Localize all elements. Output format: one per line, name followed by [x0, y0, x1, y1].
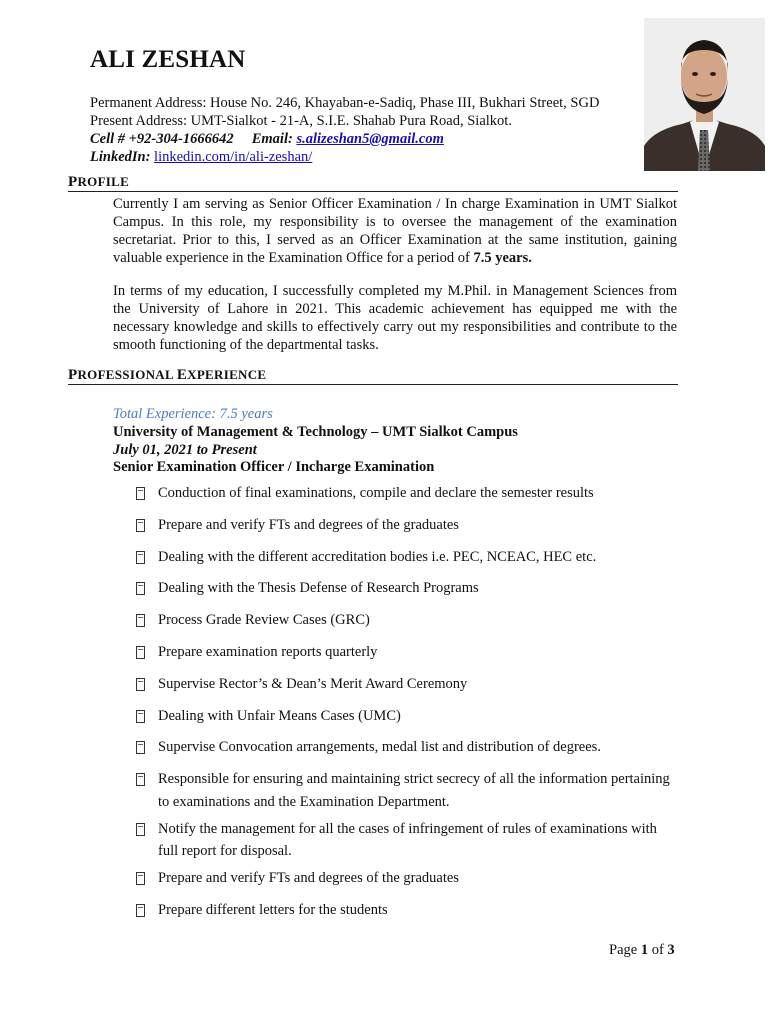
- bullet-icon: [136, 519, 145, 532]
- responsibilities-list: [113, 482, 679, 931]
- list-item: Process Grade Review Cases (GRC): [113, 609, 679, 632]
- list-item: Dealing with the different accreditation bodies i.e. PEC, NCEAC, HEC etc.: [113, 546, 679, 569]
- bullet-icon: [136, 614, 145, 627]
- list-item: Prepare examination reports quarterly: [113, 641, 679, 664]
- linkedin-label: LinkedIn:: [90, 149, 151, 165]
- list-item: Prepare and verify FTs and degrees of the graduates: [113, 514, 679, 537]
- bullet-icon: [136, 646, 145, 659]
- present-address: Present Address: UMT-Sialkot - 21-A, S.I.E. Shahab Pura Road, Sialkot.: [90, 113, 512, 129]
- experience-duration: 7.5 years.: [473, 250, 532, 266]
- page-number: Page 1 of 3: [609, 942, 675, 958]
- bullet-icon: [136, 904, 145, 917]
- profile-paragraph-1: Currently I am serving as Senior Officer Examination / In charge Examination in UMT Sialkot Campus. In this role, my responsibility is to oversee the management of the examination secretariat. Prior to this, I served as an Officer Examination at the same institution, gaining valuable experience in the Examination Office for a period of 7.5 years.: [113, 196, 677, 266]
- list-item: Supervise Rector’s & Dean’s Merit Award Ceremony: [113, 673, 679, 696]
- bullet-icon: [136, 582, 145, 595]
- bullet-icon: [136, 872, 145, 885]
- linkedin-line: [90, 149, 312, 166]
- profile-heading: PROFILE: [68, 174, 678, 192]
- list-item: Prepare different letters for the students: [113, 899, 679, 922]
- employment-dates: July 01, 2021 to Present: [113, 442, 257, 458]
- professional-experience-heading: PROFESSIONAL EXPERIENCE: [68, 367, 678, 385]
- list-item: Notify the management for all the cases of infringement of rules of examinations with full report for disposal.: [113, 818, 679, 863]
- contact-line: [90, 131, 444, 148]
- linkedin-link[interactable]: linkedin.com/in/ali-zeshan/: [154, 149, 313, 165]
- profile-paragraph-2: In terms of my education, I successfully completed my M.Phil. in Management Sciences from the University of Lahore in 2021. This academic achievement has equipped me with the necessary knowledge and skills to effectively carry out my responsibilities and contribute to the smooth functioning of the departmental tasks.: [113, 283, 677, 353]
- bullet-icon: [136, 678, 145, 691]
- email-label: Email:: [251, 131, 293, 147]
- list-item: Conduction of final examinations, compile and declare the semester results: [113, 482, 679, 505]
- portrait-illustration: [644, 18, 765, 171]
- bullet-icon: [136, 741, 145, 754]
- bullet-icon: [136, 710, 145, 723]
- permanent-address: Permanent Address: House No. 246, Khayaban-e-Sadiq, Phase III, Bukhari Street, SGD: [90, 95, 600, 111]
- total-experience: Total Experience: 7.5 years: [113, 406, 273, 422]
- list-item: Dealing with Unfair Means Cases (UMC): [113, 705, 679, 728]
- job-title: Senior Examination Officer / Incharge Examination: [113, 459, 435, 475]
- profile-photo: [644, 18, 765, 171]
- bullet-icon: [136, 823, 145, 836]
- candidate-name: ALI ZESHAN: [90, 46, 246, 73]
- bullet-icon: [136, 773, 145, 786]
- organization-name: University of Management & Technology – UMT Sialkot Campus: [113, 424, 518, 440]
- list-item: Dealing with the Thesis Defense of Research Programs: [113, 577, 679, 600]
- cell-number: Cell # +92-304-1666642: [90, 131, 234, 147]
- list-item: Supervise Convocation arrangements, medal list and distribution of degrees.: [113, 736, 679, 759]
- bullet-icon: [136, 487, 145, 500]
- list-item: Responsible for ensuring and maintaining strict secrecy of all the information pertaining to examinations and the Examination Department.: [113, 768, 679, 813]
- list-item: Prepare and verify FTs and degrees of the graduates: [113, 867, 679, 890]
- bullet-icon: [136, 551, 145, 564]
- email-link[interactable]: s.alizeshan5@gmail.com: [296, 131, 444, 147]
